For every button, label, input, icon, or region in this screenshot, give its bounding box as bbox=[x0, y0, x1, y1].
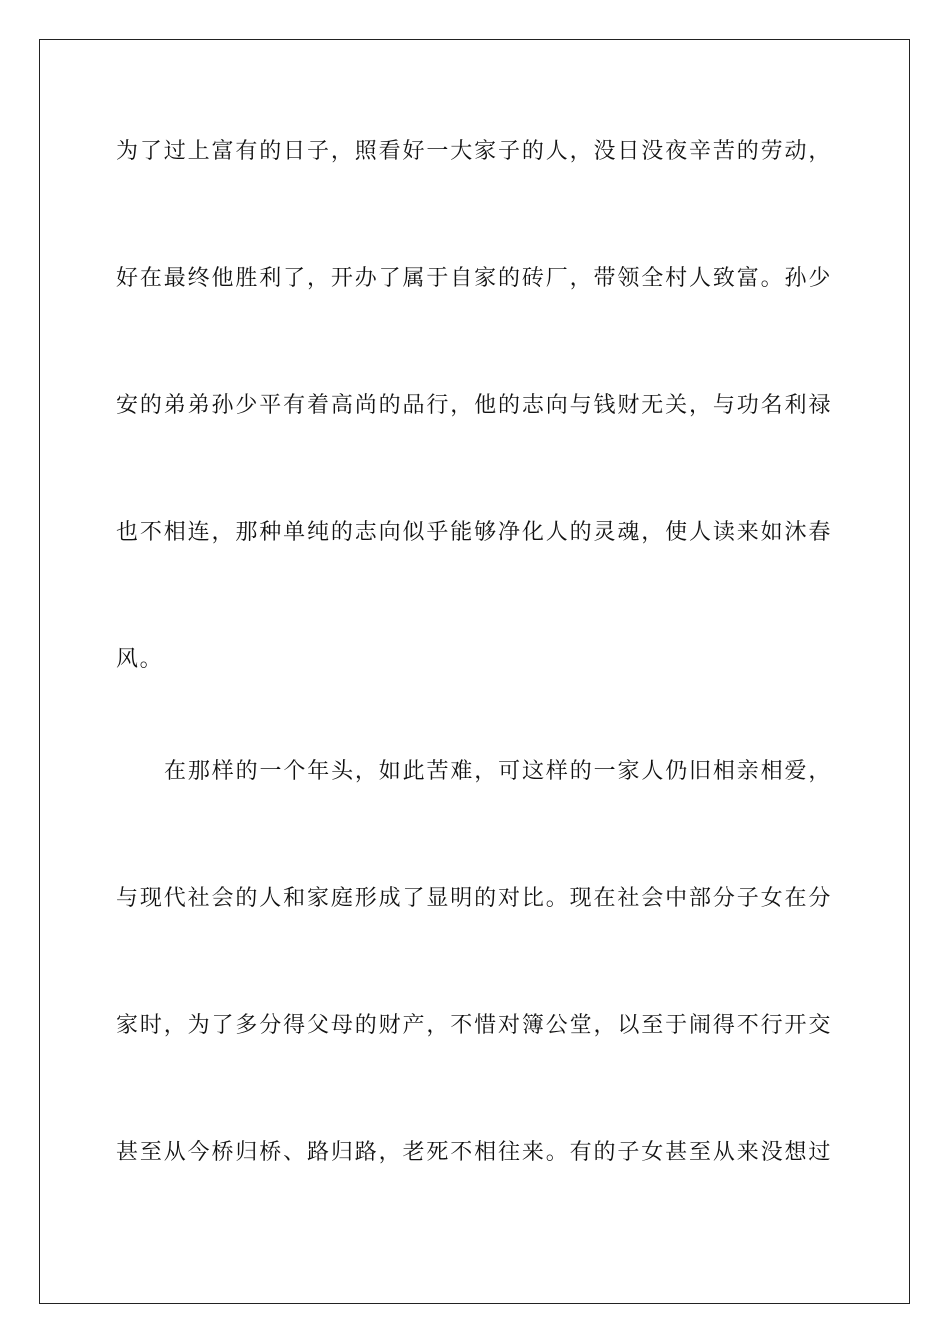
paragraph-line: 安的弟弟孙少平有着高尚的品行，他的志向与钱财无关，与功名利禄 bbox=[116, 393, 832, 418]
paragraph-line: 家时，为了多分得父母的财产，不惜对簿公堂，以至于闹得不行开交 bbox=[116, 1013, 832, 1038]
paragraph-line: 与现代社会的人和家庭形成了显明的对比。现在社会中部分子女在分 bbox=[116, 886, 832, 911]
paragraph-line: 甚至从今桥归桥、路归路，老死不相往来。有的子女甚至从来没想过 bbox=[116, 1140, 832, 1165]
paragraph-line: 为了过上富有的日子，照看好一大家子的人，没日没夜辛苦的劳动， bbox=[116, 139, 832, 164]
paragraph-first-line: 在那样的一个年头，如此苦难，可这样的一家人仍旧相亲相爱， bbox=[164, 759, 832, 784]
paragraph-line: 风。 bbox=[116, 647, 164, 672]
paragraph-line: 也不相连，那种单纯的志向似乎能够净化人的灵魂，使人读来如沐春 bbox=[116, 520, 832, 545]
paragraph-line: 好在最终他胜利了，开办了属于自家的砖厂，带领全村人致富。孙少 bbox=[116, 266, 832, 291]
